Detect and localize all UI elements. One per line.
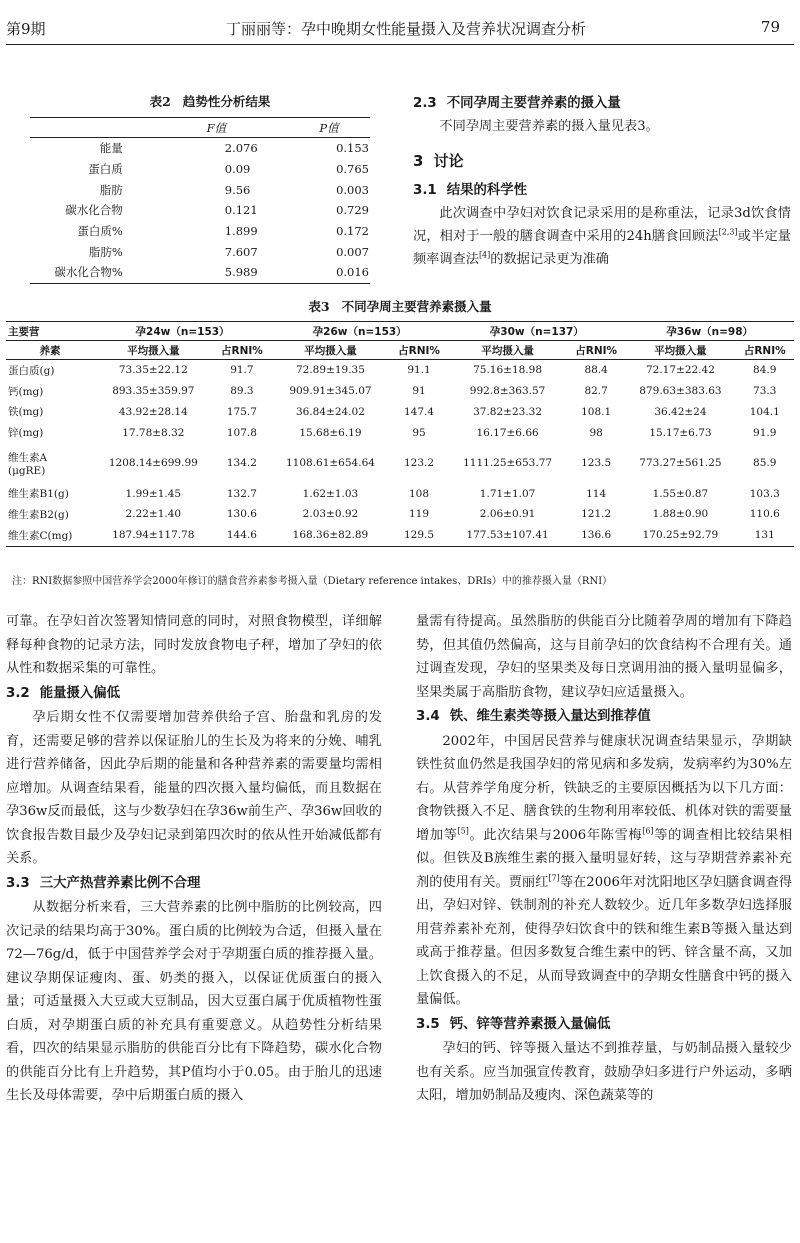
table-cell: 0.172 <box>336 224 369 239</box>
rni-percent-cell: 123.5 <box>581 457 612 470</box>
row-label: 蛋白质% <box>77 224 123 239</box>
table-3-row <box>6 483 794 504</box>
section-title: 铁、维生素类等摄入量达到推荐值 <box>449 709 651 724</box>
sub-header-rni: 占RNI% <box>736 341 795 360</box>
mean-intake-cell: 72.17±22.42 <box>645 364 715 377</box>
mean-intake-cell: 187.94±117.78 <box>94 525 213 546</box>
mean-intake-cell: 37.82±23.32 <box>473 405 543 418</box>
rni-percent-cell: 108.1 <box>581 405 612 418</box>
citation: [4] <box>478 250 491 260</box>
table-cell: 2.076 <box>224 141 258 156</box>
sub-header-rni: 占RNI% <box>390 341 448 360</box>
mean-intake-cell: 1111.25±653.77 <box>463 457 553 470</box>
left-column <box>6 610 382 1108</box>
paragraph: 量需有待提高。虽然脂肪的供能百分比随着孕周的增加有下降趋势，但其值仍然偏高，这与目前孕妇的饮食结构不合理有关。通过调查发现，孕妇的坚果类及每日烹调用油的摄入量明显偏多，坚果类属于高脂肪食物，建议孕妇应适量摄入。 <box>416 614 792 700</box>
mean-intake-cell: 73.35±22.12 <box>118 364 188 377</box>
mean-intake-cell: 177.53±107.41 <box>448 525 567 546</box>
rni-percent-cell: 88.4 <box>584 364 608 377</box>
row-label <box>6 443 94 483</box>
section-heading <box>6 682 382 706</box>
table-3-row <box>6 525 794 546</box>
rni-percent-cell: 89.3 <box>230 385 254 398</box>
text-run: 的数据记录更为准确 <box>490 252 609 267</box>
table-3-corner: 主要营 <box>6 322 94 341</box>
mean-intake-cell: 2.06±0.91 <box>479 508 536 521</box>
mean-intake-cell: 992.8±363.57 <box>469 385 546 398</box>
sub-header-mean: 平均摄入量 <box>271 341 390 360</box>
rni-percent-cell: 73.3 <box>753 385 777 398</box>
table-3-row <box>6 443 794 483</box>
section-title: 讨论 <box>433 152 464 170</box>
row-label: 蛋白质 <box>88 162 123 177</box>
mean-intake-cell: 15.68±6.19 <box>299 426 362 439</box>
sub-header-rni: 占RNI% <box>567 341 625 360</box>
rni-percent-cell: 123.2 <box>403 457 435 470</box>
table-cell: 0.09 <box>224 162 251 177</box>
table-2-header: P值 <box>288 118 370 138</box>
mean-intake-cell: 879.63±383.63 <box>639 385 722 398</box>
text-run: 。此次结果与2006年陈雪梅 <box>468 827 643 843</box>
rni-percent-cell: 110.6 <box>749 508 780 521</box>
sub-header-mean: 平均摄入量 <box>448 341 567 360</box>
table-cell: 0.016 <box>288 262 370 283</box>
text-run: 或半定量频率调查法 <box>413 229 791 267</box>
table-2-grid <box>30 117 370 284</box>
section-heading <box>416 1013 792 1037</box>
mean-intake-cell: 17.78±8.32 <box>122 426 185 439</box>
sub-header-rni: 占RNI% <box>213 341 271 360</box>
mean-intake-cell: 1208.14±699.99 <box>108 457 198 470</box>
group-header: 孕26w（n=153） <box>271 322 448 341</box>
group-header: 孕36w（n=98） <box>625 322 794 341</box>
table-cell: 0.007 <box>336 244 369 259</box>
row-label <box>6 360 94 381</box>
rni-percent-cell: 175.7 <box>226 405 257 418</box>
sub-header-mean: 平均摄入量 <box>625 341 735 360</box>
paragraph: 孕后期女性不仅需要增加营养供给子宫、胎盘和乳房的发育，还需要足够的营养以保证胎儿的生长及为将来的分娩、哺乳进行营养储备，因此孕后期的能量和各种营养素的需要量均需相应增加。从调查结果看，能量的四次摄入量均偏低，而且数据在孕36w反而最低，这与少数孕妇在孕36w前生产、孕36w回收的饮食报告数目最少及孕妇记录到第四次时的依从性开始减低都有关系。 <box>6 710 382 866</box>
rni-percent-cell: 119 <box>408 508 430 521</box>
rni-percent-cell: 91.7 <box>230 364 254 377</box>
mean-intake-cell: 15.17±6.73 <box>649 426 712 439</box>
mean-intake-cell: 893.35±359.97 <box>112 385 195 398</box>
rni-percent-cell: 98 <box>589 426 603 439</box>
table-2-title: 趋势性分析结果 <box>182 94 271 109</box>
section-title: 钙、锌等营养素摄入量偏低 <box>449 1016 611 1032</box>
section-heading <box>6 872 382 896</box>
row-label <box>6 483 94 504</box>
row-label: 碳水化合物 <box>65 203 123 218</box>
mean-intake-cell: 36.84±24.02 <box>295 405 365 418</box>
rni-percent-cell: 91 <box>412 385 426 398</box>
table-2-row <box>30 262 370 283</box>
mean-intake-cell: 168.36±82.89 <box>271 525 390 546</box>
section-title: 三大产热营养素比例不合理 <box>39 875 201 891</box>
table-2-row <box>30 179 370 200</box>
citation: [7] <box>548 873 560 883</box>
row-label: 碳水化合物% <box>30 262 145 283</box>
table-2-row <box>30 200 370 221</box>
rni-percent-cell: 132.7 <box>226 487 257 500</box>
rni-percent-cell: 85.9 <box>753 457 777 470</box>
rni-percent-cell: 95 <box>412 426 426 439</box>
table-2-caption <box>30 92 390 110</box>
table-3-note: 注：RNI数据参照中国营养学会2000年修订的膳食营养素参考摄入量（Dietary reference intakes、DRIs）中的推荐摄入量（RNI） <box>12 576 613 587</box>
table-2-row <box>30 221 370 242</box>
paragraph: 不同孕周主要营养素的摄入量见表3。 <box>439 119 659 134</box>
section-2-3-and-3 <box>413 92 791 271</box>
mean-intake-cell: 16.17±6.66 <box>476 426 539 439</box>
table-2-header-row <box>30 118 370 138</box>
mean-intake-cell: 2.03±0.92 <box>302 508 359 521</box>
sub-header-mean: 平均摄入量 <box>94 341 213 360</box>
paragraph <box>413 202 791 271</box>
row-label-text: 维生素B1(g) <box>8 488 69 501</box>
rni-percent-cell: 121.2 <box>581 508 612 521</box>
mean-intake-cell: 773.27±561.25 <box>639 457 722 470</box>
text-run: 2002年，中国居民营养与健康状况调查结果显示，孕期缺铁性贫血仍然是我国孕妇的常见病和多发病，发病率约为30%左右。从营养学角度分析，铁缺乏的主要原因概括为以下几方面：食物铁摄入不足、膳食铁的生物利用率较低、机体对铁的需要量增加等 <box>416 733 792 843</box>
table-2 <box>30 92 390 284</box>
table-cell: 0.765 <box>336 162 369 177</box>
table-3 <box>6 321 794 547</box>
row-label-text: 蛋白质(g) <box>8 364 55 377</box>
paragraph: 孕妇的钙、锌等摄入量达不到推荐量，与奶制品摄入量较少也有关系。应当加强宣传教育，鼓励孕妇多进行户外运动，多晒太阳，增加奶制品及瘦肉、深色蔬菜等的 <box>416 1041 792 1103</box>
table-3-title: 不同孕周主要营养素摄入量 <box>341 299 492 314</box>
table-2-number: 表2 <box>149 94 171 109</box>
section-number: 3.1 <box>413 183 437 198</box>
table-3-row <box>6 402 794 423</box>
row-label-text: 钙(mg) <box>8 385 44 398</box>
rni-percent-cell: 114 <box>586 487 607 500</box>
section-number: 3.4 <box>416 709 440 724</box>
rni-percent-cell: 91.9 <box>753 426 777 439</box>
section-number: 3.5 <box>416 1016 440 1032</box>
table-3-sub-row <box>6 341 794 360</box>
mean-intake-cell: 72.89±19.35 <box>295 364 365 377</box>
rni-percent-cell: 136.6 <box>567 525 625 546</box>
paragraph <box>416 730 792 1012</box>
rni-percent-cell: 104.1 <box>749 405 780 418</box>
mean-intake-cell: 1.99±1.45 <box>125 487 182 500</box>
table-cell: 7.607 <box>224 244 258 259</box>
row-label: 脂肪 <box>99 182 123 197</box>
section-heading <box>413 92 791 115</box>
rni-percent-cell: 129.5 <box>390 525 448 546</box>
section-title: 结果的科学性 <box>446 183 528 198</box>
table-cell: 0.153 <box>336 141 369 156</box>
table-2-row <box>30 159 370 180</box>
row-label-text: 维生素C(mg) <box>8 529 73 542</box>
row-label-unit: (μgRE) <box>8 464 46 477</box>
section-number: 3.3 <box>6 875 30 891</box>
group-header: 孕30w（n=137） <box>448 322 625 341</box>
page-number: 79 <box>760 18 780 36</box>
row-label: 脂肪% <box>88 244 123 259</box>
section-title: 能量摄入偏低 <box>39 685 121 701</box>
row-label: 能量 <box>99 141 123 156</box>
mean-intake-cell: 1.55±0.87 <box>652 487 709 500</box>
page-header <box>6 0 794 45</box>
table-2-row <box>30 241 370 262</box>
table-3-corner: 养素 <box>6 341 94 360</box>
running-title: 丁丽丽等：孕中晚期女性能量摄入及营养状况调查分析 <box>226 20 587 38</box>
section-number: 3 <box>413 152 424 170</box>
section-title: 不同孕周主要营养素的摄入量 <box>446 96 621 111</box>
citation: [2,3] <box>718 227 738 237</box>
row-label <box>6 422 94 443</box>
row-label-text: 锌(mg) <box>8 427 44 440</box>
rni-percent-cell: 91.1 <box>407 364 431 377</box>
table-3-group-row <box>6 322 794 341</box>
rni-percent-cell: 107.8 <box>226 426 257 439</box>
mean-intake-cell: 909.91±345.07 <box>289 385 372 398</box>
mean-intake-cell: 1.62±1.03 <box>302 487 359 500</box>
mean-intake-cell: 75.16±18.98 <box>473 364 543 377</box>
section-heading <box>416 705 792 729</box>
section-heading <box>413 150 791 173</box>
mean-intake-cell: 43.92±28.14 <box>118 405 188 418</box>
row-label-text: 维生素B2(g) <box>8 508 69 521</box>
rni-percent-cell: 103.3 <box>749 487 780 500</box>
row-label <box>6 504 94 525</box>
row-label <box>6 525 94 546</box>
table-cell: 9.56 <box>224 182 251 197</box>
issue-number: 第9期 <box>6 20 46 38</box>
table-cell: 5.989 <box>145 262 288 283</box>
mean-intake-cell: 1108.61±654.64 <box>285 457 375 470</box>
table-2-row <box>30 138 370 159</box>
table-3-row <box>6 381 794 402</box>
mean-intake-cell: 1.88±0.90 <box>652 508 709 521</box>
citation: [6] <box>642 826 654 836</box>
rni-percent-cell: 131 <box>736 525 795 546</box>
rni-percent-cell: 144.6 <box>213 525 271 546</box>
row-label <box>6 381 94 402</box>
row-label-text: 维生素A <box>8 451 48 464</box>
rni-percent-cell: 82.7 <box>584 385 608 398</box>
paragraph: 从数据分析来看，三大营养素的比例中脂肪的比例较高，四次记录的结果均高于30%。蛋白质的比例较为合适，但摄入量在72—76g/d，低于中国营养学会对于孕期蛋白质的推荐摄入量。建议孕期保证瘦肉、蛋、奶类的摄入，以保证优质蛋白的摄入量；可适量摄入大豆或大豆制品，因大豆蛋白属于优质植物性蛋白质，对孕期蛋白质的补充具有重要意义。从趋势性分析结果看，四次的结果显示脂肪的供能百分比有下降趋势，碳水化合物的供能百分比有上升趋势，其P值均小于0.05。由于胎儿的迅速生长及母体需要，孕中后期蛋白质的摄入 <box>6 900 382 1103</box>
rni-percent-cell: 108 <box>408 487 430 500</box>
table-3-row <box>6 422 794 443</box>
table-cell: 0.003 <box>336 182 369 197</box>
mean-intake-cell: 1.71±1.07 <box>479 487 536 500</box>
paragraph: 可靠。在孕妇首次签署知情同意的同时，对照食物模型，详细解释每种食物的记录方法，同时发放食物电子秤，增加了孕妇的依从性和数据采集的可靠性。 <box>6 614 382 676</box>
table-3-number: 表3 <box>308 299 330 314</box>
table-3-row <box>6 360 794 381</box>
group-header: 孕24w（n=153） <box>94 322 271 341</box>
citation: [5] <box>457 826 469 836</box>
row-label <box>6 402 94 423</box>
table-3-row <box>6 504 794 525</box>
rni-percent-cell: 147.4 <box>403 405 435 418</box>
table-2-header <box>30 118 145 138</box>
row-label-text: 铁(mg) <box>8 406 44 419</box>
text-run: 此次调查中孕妇对饮食记录采用的是称重法，记录3d饮食情况，相对于一般的膳食调查中采用的24h膳食回顾法 <box>413 206 791 244</box>
mean-intake-cell: 36.42±24 <box>654 405 707 418</box>
section-heading <box>413 179 791 202</box>
mean-intake-cell: 2.22±1.40 <box>125 508 182 521</box>
text-run: 等在2006年对沈阳地区孕妇膳食调查得出，孕妇对锌、铁制剂的补充人数较少。近几年多数孕妇选择服用营养素补充剂，使得孕妇饮食中的铁和维生素B等摄入量达到或高于推荐量。但因多数复合维生素中的钙、锌含量不高，又加上饮食摄入的不足，从而导致调查中的孕期女性膳食中钙的摄入量偏低。 <box>416 874 793 1007</box>
rni-percent-cell: 130.6 <box>226 508 257 521</box>
text-run: 等的调查相比较结果相似。但铁及B族维生素的摄入量明显好转，这与孕期营养素补充剂的使用有关。贾丽红 <box>416 827 793 890</box>
rni-percent-cell: 134.2 <box>226 457 257 470</box>
table-2-header: F值 <box>145 118 288 138</box>
rni-percent-cell: 84.9 <box>753 364 777 377</box>
table-cell: 0.121 <box>224 203 258 218</box>
table-cell: 1.899 <box>224 224 258 239</box>
section-number: 3.2 <box>6 685 30 701</box>
table-3-caption <box>0 297 800 315</box>
mean-intake-cell: 170.25±92.79 <box>625 525 735 546</box>
section-number: 2.3 <box>413 96 437 111</box>
table-cell: 0.729 <box>336 203 369 218</box>
right-column <box>416 610 792 1108</box>
